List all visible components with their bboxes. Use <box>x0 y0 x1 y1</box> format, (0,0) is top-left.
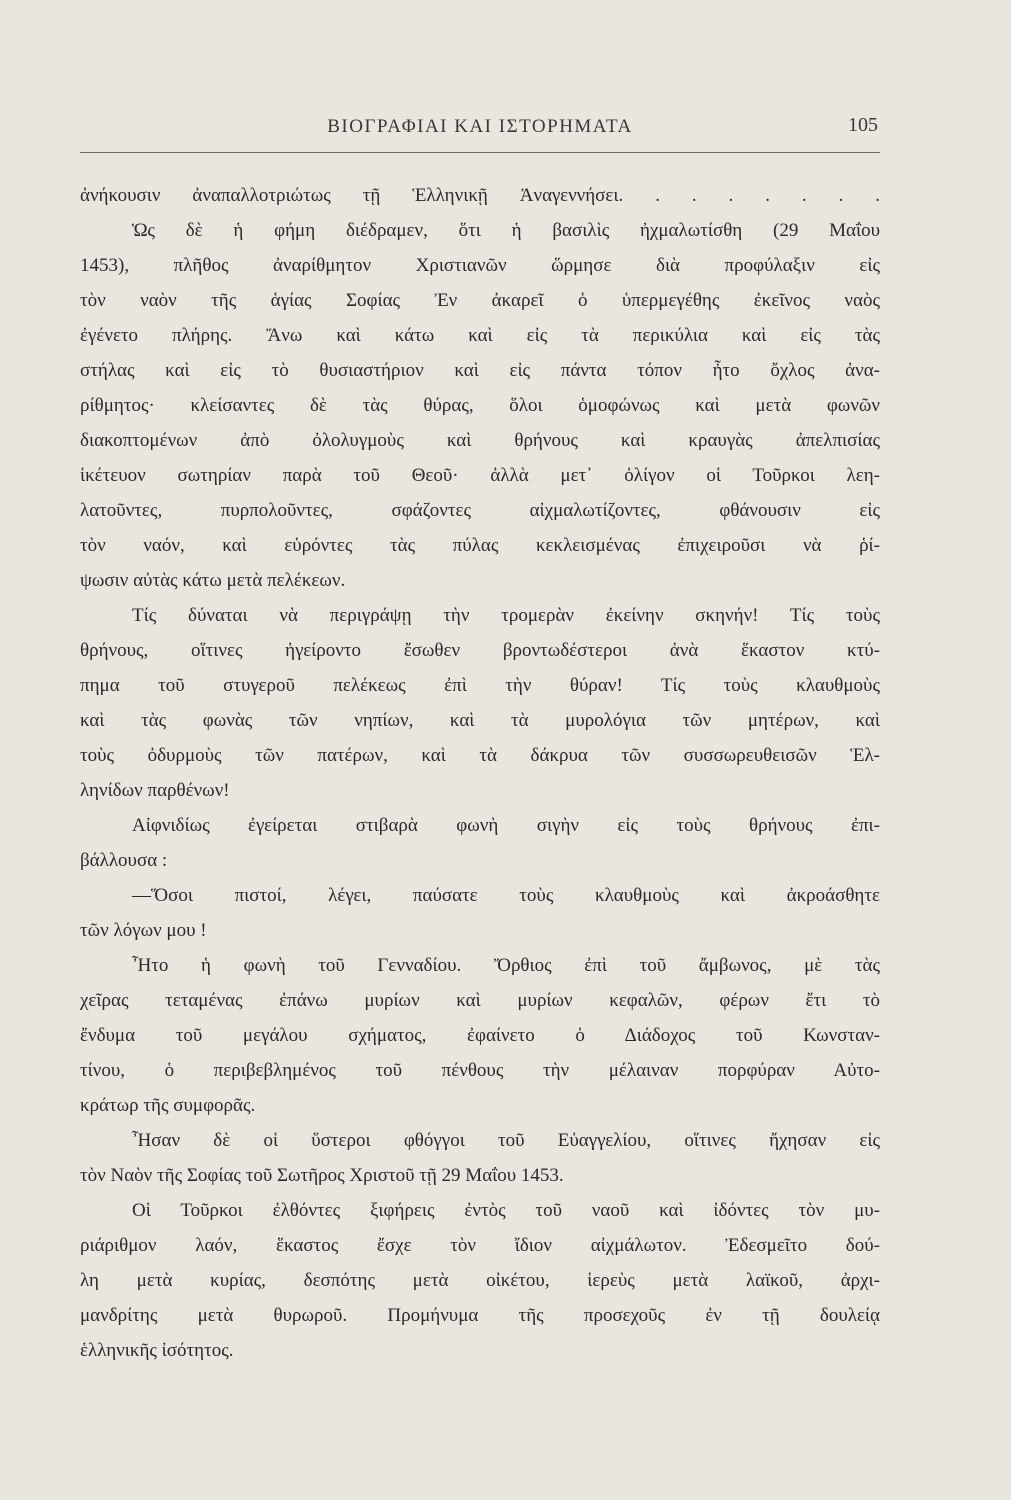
text-line: Οἱ Τοῦρκοι ἐλθόντες ξιφήρεις ἐντὸς τοῦ ναοῦ καὶ ἰδόντες τὸν μυ- <box>132 1200 880 1221</box>
text-line: ρίθμητος· κλείσαντες δὲ τὰς θύρας, ὅλοι ὁμοφώνως καὶ μετὰ φωνῶν <box>80 395 880 416</box>
text-line: χεῖρας τεταμένας ἐπάνω μυρίων καὶ μυρίων κεφαλῶν, φέρων ἔτι τὸ <box>80 990 880 1011</box>
text-line: τοὺς ὀδυρμοὺς τῶν πατέρων, καὶ τὰ δάκρυα τῶν συσσωρευθεισῶν Ἑλ- <box>80 745 880 766</box>
running-header <box>80 108 880 152</box>
text-line: στήλας καὶ εἰς τὸ θυσιαστήριον καὶ εἰς πάντα τόπον ἦτο ὄχλος ἀνα- <box>80 360 880 381</box>
text-line: ἱκέτευον σωτηρίαν παρὰ τοῦ Θεοῦ· ἀλλὰ μετ᾽ ὀλίγον οἱ Τοῦρκοι λεη- <box>80 465 880 486</box>
text-line: 1453), πλῆθος ἀναρίθμητον Χριστιανῶν ὥρμησε διὰ προφύλαξιν εἰς <box>80 255 880 276</box>
text-line: θρήνους, οἵτινες ἠγείροντο ἔσωθεν βροντωδέστεροι ἀνὰ ἕκαστον κτύ- <box>80 640 880 661</box>
text-line: πημα τοῦ στυγεροῦ πελέκεως ἐπὶ τὴν θύραν! Τίς τοὺς κλαυθμοὺς <box>80 675 880 696</box>
text-line: τὸν ναόν, καὶ εὑρόντες τὰς πύλας κεκλεισμένας ἐπιχειροῦσι νὰ ῥί- <box>80 535 880 556</box>
text-line: διακοπτομένων ἀπὸ ὀλολυγμοὺς καὶ θρήνους καὶ κραυγὰς ἀπελπισίας <box>80 430 880 451</box>
text-line: βάλλουσα : <box>80 850 168 871</box>
text-line: ἔνδυμα τοῦ μεγάλου σχήματος, ἐφαίνετο ὁ Διάδοχος τοῦ Κωνσταν- <box>80 1025 880 1046</box>
text-line: τὸν ναὸν τῆς ἁγίας Σοφίας Ἐν ἀκαρεῖ ὁ ὑπερμεγέθης ἐκεῖνος ναὸς <box>80 290 880 311</box>
running-title: ΒΙΟΓΡΑΦΙΑΙ ΚΑΙ ΙΣΤΟΡΗΜΑΤΑ <box>327 116 633 137</box>
text-line: τίνου, ὁ περιβεβλημένος τοῦ πένθους τὴν μέλαιναν πορφύραν Αὐτο- <box>80 1060 880 1081</box>
body-text <box>80 178 880 1368</box>
text-line: ληνίδων παρθένων! <box>80 780 230 801</box>
text-line: ἑλληνικῆς ἰσότητος. <box>80 1340 234 1361</box>
text-line: λη μετὰ κυρίας, δεσπότης μετὰ οἰκέτου, ἱερεὺς μετὰ λαϊκοῦ, ἀρχι- <box>80 1270 880 1291</box>
text-line: Αἰφνιδίως ἐγείρεται στιβαρὰ φωνὴ σιγὴν εἰς τοὺς θρήνους ἐπι- <box>132 815 880 836</box>
text-line: μανδρίτης μετὰ θυρωροῦ. Προμήνυμα τῆς προσεχοῦς ἐν τῇ δουλείᾳ <box>80 1305 880 1326</box>
text-line: καὶ τὰς φωνὰς τῶν νηπίων, καὶ τὰ μυρολόγια τῶν μητέρων, καὶ <box>80 710 880 731</box>
text-line: ριάριθμον λαόν, ἕκαστος ἔσχε τὸν ἴδιον αἰχμάλωτον. Ἐδεσμεῖτο δού- <box>80 1235 880 1256</box>
text-line: Ἦσαν δὲ οἱ ὕστεροι φθόγγοι τοῦ Εὐαγγελίου, οἵτινες ἤχησαν εἰς <box>132 1130 880 1151</box>
text-line: Τίς δύναται νὰ περιγράψῃ τὴν τρομερὰν ἐκείνην σκηνήν! Τίς τοὺς <box>132 605 880 626</box>
text-line: ἐγένετο πλήρης. Ἄνω καὶ κάτω καὶ εἰς τὰ περικύλια καὶ εἰς τὰς <box>80 325 880 346</box>
header-rule <box>80 152 880 153</box>
text-line: ψωσιν αὐτὰς κάτω μετὰ πελέκεων. <box>80 570 346 591</box>
text-line: —Ὅσοι πιστοί, λέγει, παύσατε τοὺς κλαυθμοὺς καὶ ἀκροάσθητε <box>132 885 880 906</box>
text-line: Ὡς δὲ ἡ φήμη διέδραμεν, ὅτι ἡ βασιλὶς ἠχμαλωτίσθη (29 Μαΐου <box>132 220 880 241</box>
text-line: λατοῦντες, πυρπολοῦντες, σφάζοντες αἰχμαλωτίζοντες, φθάνουσιν εἰς <box>80 500 880 521</box>
text-line: τῶν λόγων μου ! <box>80 920 207 941</box>
page-number: 105 <box>848 114 878 136</box>
text-line: τὸν Ναὸν τῆς Σοφίας τοῦ Σωτῆρος Χριστοῦ τῇ 29 Μαΐου 1453. <box>80 1165 564 1186</box>
text-line: ἀνήκουσιν ἀναπαλλοτριώτως τῇ Ἑλληνικῇ Ἀναγεννήσει. . . . . . . . <box>80 185 880 206</box>
text-line: κράτωρ τῆς συμφορᾶς. <box>80 1095 256 1116</box>
text-line: Ἦτο ἡ φωνὴ τοῦ Γενναδίου. Ὄρθιος ἐπὶ τοῦ ἄμβωνος, μὲ τὰς <box>132 955 880 976</box>
